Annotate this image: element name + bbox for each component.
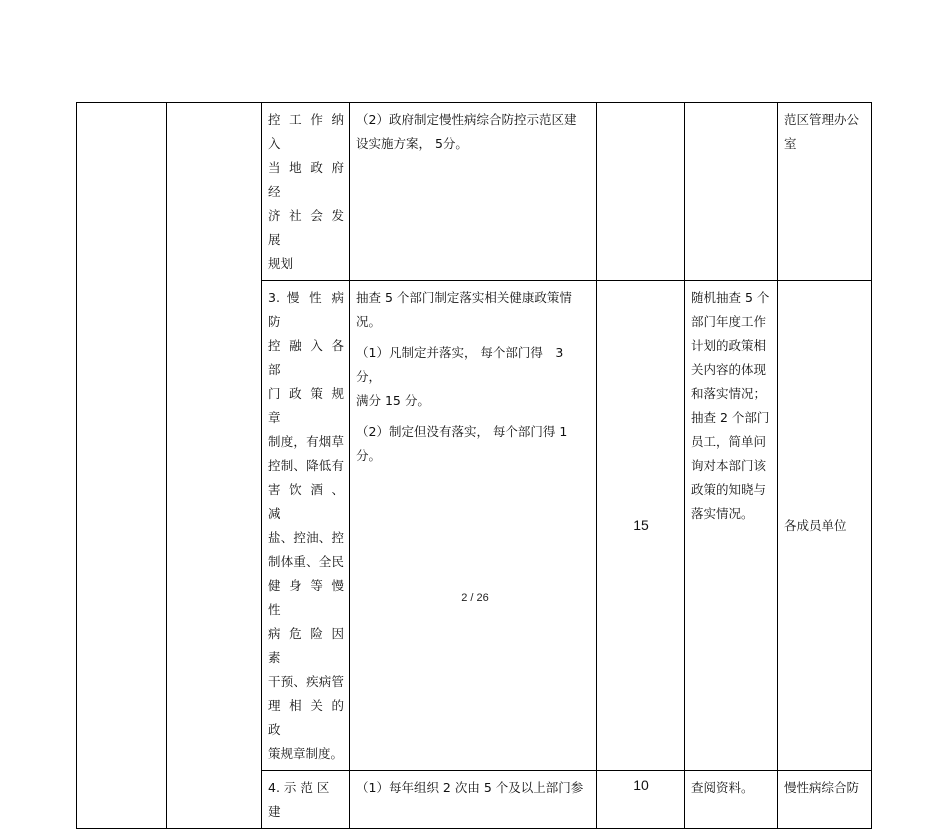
method-line: 部门年度工作 <box>691 314 767 329</box>
item-line: 控 融 入 各 部 <box>268 338 344 377</box>
item-line: 制体重、全民 <box>268 554 344 569</box>
item-line: 策规章制度。 <box>268 746 344 761</box>
criteria-line: （1）凡制定并落实， 每个部门得 3 分， <box>356 345 564 384</box>
category-cell <box>77 103 167 829</box>
item-line: 3. 慢 性 病 防 <box>268 290 344 329</box>
method-cell <box>685 103 778 281</box>
criteria-line: （2）政府制定慢性病综合防控示范区建 <box>356 112 577 127</box>
score-cell: 15 <box>597 281 685 771</box>
criteria-cell <box>350 281 597 771</box>
criteria-line: 满分 15 分。 <box>356 393 430 408</box>
assessment-table <box>76 102 872 829</box>
method-line: 和落实情况； <box>691 386 767 401</box>
item-line: 害 饮 酒 、 减 <box>268 482 344 521</box>
method-line: 随机抽查 5 个 <box>691 290 770 305</box>
criteria-cell: （1）每年组织 2 次由 5 个及以上部门参 <box>350 771 597 829</box>
item-line: 理 相 关 的 政 <box>268 698 344 737</box>
method-line: 询对本部门该 <box>691 458 767 473</box>
method-line: 员工，简单问 <box>691 434 767 449</box>
table-row <box>77 103 872 281</box>
item-line: 干预、疾病管 <box>268 674 344 689</box>
responsible-cell <box>778 103 872 281</box>
method-line: 计划的政策相 <box>691 338 767 353</box>
item-cell <box>262 103 350 281</box>
item-line: 济 社 会 发 展 <box>268 208 344 247</box>
criteria-paragraph <box>356 420 591 468</box>
responsible-line: 范区管理办公 <box>784 112 860 127</box>
item-cell <box>262 281 350 771</box>
item-line: 病 危 险 因 素 <box>268 626 344 665</box>
subcategory-cell <box>167 103 262 829</box>
item-line: 盐、控油、控 <box>268 530 344 545</box>
score-cell: 10 <box>597 771 685 829</box>
item-line: 当 地 政 府 经 <box>268 160 344 199</box>
method-line: 落实情况。 <box>691 506 754 521</box>
criteria-line: （2）制定但没有落实， 每个部门得 1 分。 <box>356 424 568 463</box>
score-cell <box>597 103 685 281</box>
method-line: 政策的知晓与 <box>691 482 767 497</box>
criteria-line: 抽查 5 个部门制定落实相关健康政策情 <box>356 290 572 305</box>
item-line: 规划 <box>268 256 294 271</box>
item-cell: 4. 示 范 区 建 <box>262 771 350 829</box>
criteria-cell <box>350 103 597 281</box>
method-cell <box>685 281 778 771</box>
criteria-paragraph <box>356 286 591 334</box>
item-line: 控制、降低有 <box>268 458 344 473</box>
criteria-line: 设实施方案， 5分。 <box>356 136 468 151</box>
responsible-cell: 各成员单位 <box>778 281 872 771</box>
responsible-cell: 慢性病综合防 <box>778 771 872 829</box>
method-line: 抽查 2 个部门 <box>691 410 770 425</box>
method-cell: 查阅资料。 <box>685 771 778 829</box>
item-line: 控 工 作 纳 入 <box>268 112 344 151</box>
criteria-line: 况。 <box>356 314 382 329</box>
item-line: 门 政 策 规 章 <box>268 386 344 425</box>
responsible-line: 室 <box>784 136 797 151</box>
item-line: 制度，有烟草 <box>268 434 344 449</box>
method-line: 关内容的体现 <box>691 362 767 377</box>
item-line: 健 身 等 慢 性 <box>268 578 344 617</box>
criteria-paragraph <box>356 341 591 413</box>
page-number: 2 / 26 <box>461 592 489 604</box>
